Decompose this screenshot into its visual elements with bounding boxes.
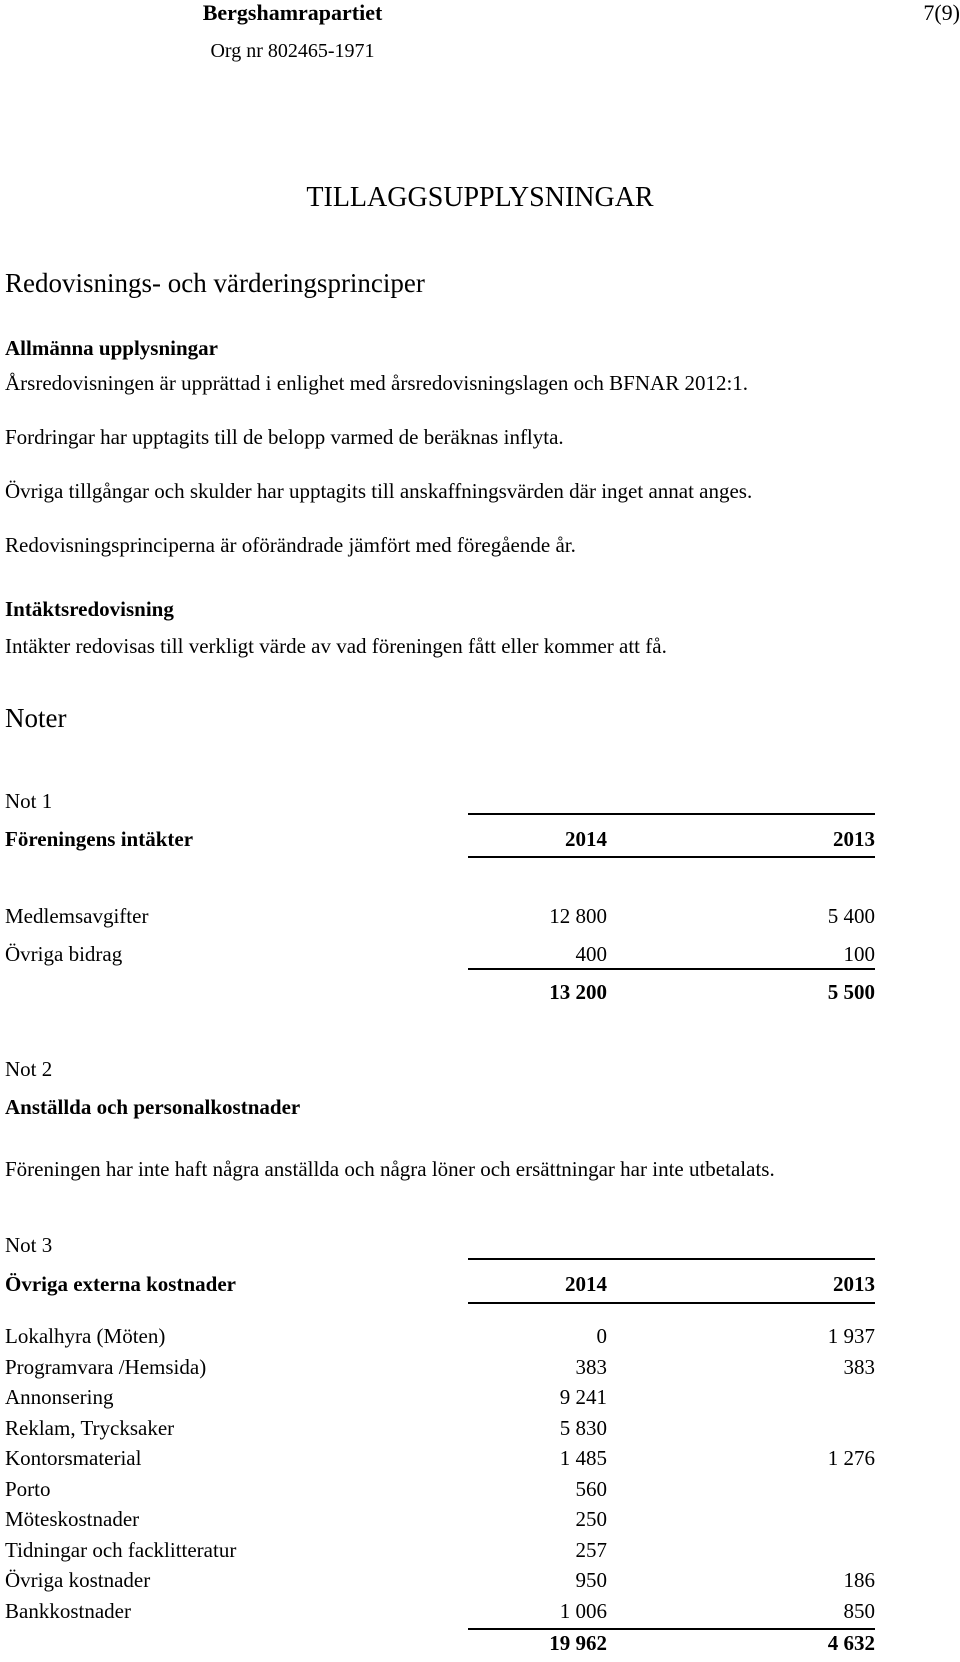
row-value-2013: 850 (843, 1598, 875, 1623)
note2-text: Föreningen har inte haft några anställda och några löner och ersättningar har inte utbetalats. (5, 1157, 775, 1181)
row-value-2013: 1 276 (827, 1446, 875, 1470)
org-name: Bergshamrapartiet (202, 0, 383, 25)
table-row (5, 904, 875, 942)
row-value-2014: 383 (575, 1354, 607, 1379)
table-row (5, 1507, 875, 1538)
row-value-2014: 0 (596, 1324, 607, 1348)
note3-sum-rule (468, 1628, 875, 1630)
row-value-2014: 1 485 (559, 1446, 607, 1470)
note3-col1-header: 2014 (565, 1272, 607, 1296)
general-info-heading: Allmänna upplysningar (5, 336, 218, 360)
row-label: Porto (5, 1476, 51, 1501)
note1-label: Not 1 (5, 789, 53, 813)
page-title: TILLAGGSUPPLYSNINGAR (306, 182, 654, 213)
principles-heading: Redovisnings- och värderingsprinciper (5, 268, 425, 298)
note1-sum-rule (468, 968, 875, 970)
note3-rows (5, 1324, 875, 1629)
row-value-2013: 100 (843, 942, 875, 966)
table-row (5, 1538, 875, 1569)
total-2014: 19 962 (549, 1631, 607, 1655)
row-value-2013: 383 (843, 1354, 875, 1379)
total-2013: 4 632 (827, 1631, 875, 1655)
note1-header-rule (468, 856, 875, 858)
table-row (5, 1385, 875, 1416)
row-label: Övriga bidrag (5, 942, 123, 966)
row-value-2013: 5 400 (827, 904, 875, 928)
note1-header-row (5, 827, 875, 858)
note1-col1-header: 2014 (565, 827, 607, 851)
notes-heading: Noter (5, 703, 67, 733)
note1-top-rule (468, 813, 875, 815)
row-value-2014: 5 830 (559, 1415, 607, 1440)
principle-line: Övriga tillgångar och skulder har upptagits till anskaffningsvärden där inget annat anges. (5, 479, 753, 503)
note3-label: Not 3 (5, 1233, 53, 1257)
table-row (5, 1568, 875, 1599)
table-row (5, 1446, 875, 1477)
row-label: Tidningar och facklitteratur (5, 1537, 237, 1562)
row-value-2014: 9 241 (559, 1385, 607, 1409)
total-row (5, 980, 875, 1011)
row-label: Programvara /Hemsida) (5, 1354, 207, 1379)
note3-col2-header: 2013 (833, 1272, 875, 1296)
row-value-2014: 257 (575, 1537, 607, 1562)
principle-line: Årsredovisningen är upprättad i enlighet med årsredovisningslagen och BFNAR 2012:1. (5, 371, 749, 395)
row-label: Bankkostnader (5, 1598, 131, 1623)
row-label: Reklam, Trycksaker (5, 1415, 175, 1440)
total-2014: 13 200 (549, 980, 607, 1004)
note2-title: Anställda och personalkostnader (5, 1095, 301, 1119)
note3-title: Övriga externa kostnader (5, 1272, 236, 1296)
principle-line: Fordringar har upptagits till de belopp varmed de beräknas inflyta. (5, 425, 564, 449)
table-row (5, 1324, 875, 1355)
note2-label: Not 2 (5, 1057, 53, 1081)
note1-total (5, 980, 875, 1011)
revenue-text: Intäkter redovisas till verkligt värde av vad föreningen fått eller kommer att få. (5, 634, 667, 658)
row-value-2013: 186 (843, 1568, 875, 1592)
row-label: Annonsering (5, 1385, 114, 1409)
table-row (5, 1355, 875, 1386)
row-value-2014: 12 800 (549, 904, 607, 928)
note3-top-rule (468, 1258, 875, 1260)
total-2013: 5 500 (827, 980, 875, 1004)
org-number: Org nr 802465-1971 (210, 40, 375, 62)
note1-table (5, 827, 875, 858)
row-value-2014: 250 (575, 1507, 607, 1531)
row-label: Möteskostnader (5, 1507, 140, 1531)
table-row (5, 942, 875, 980)
row-label: Kontorsmaterial (5, 1446, 142, 1470)
note1-col2-header: 2013 (833, 827, 875, 851)
table-row (5, 1477, 875, 1508)
principle-line: Redovisningsprinciperna är oförändrade jämfört med föregående år. (5, 533, 576, 557)
note3-table (5, 1272, 875, 1303)
row-label: Övriga kostnader (5, 1568, 151, 1592)
table-row (5, 1416, 875, 1447)
row-value-2014: 1 006 (559, 1598, 607, 1623)
row-label: Medlemsavgifter (5, 904, 149, 928)
revenue-heading: Intäktsredovisning (5, 597, 174, 621)
row-label: Lokalhyra (Möten) (5, 1324, 166, 1348)
note1-title: Föreningens intäkter (5, 827, 194, 851)
row-value-2014: 400 (575, 942, 607, 966)
note3-header-row (5, 1272, 875, 1303)
row-value-2014: 950 (575, 1568, 607, 1592)
total-row (5, 1631, 875, 1662)
row-value-2013: 1 937 (827, 1324, 875, 1348)
table-row (5, 1599, 875, 1630)
row-value-2014: 560 (575, 1476, 607, 1501)
note3-header-rule (468, 1302, 875, 1304)
note3-total (5, 1631, 875, 1662)
page-number: 7(9) (923, 0, 960, 25)
